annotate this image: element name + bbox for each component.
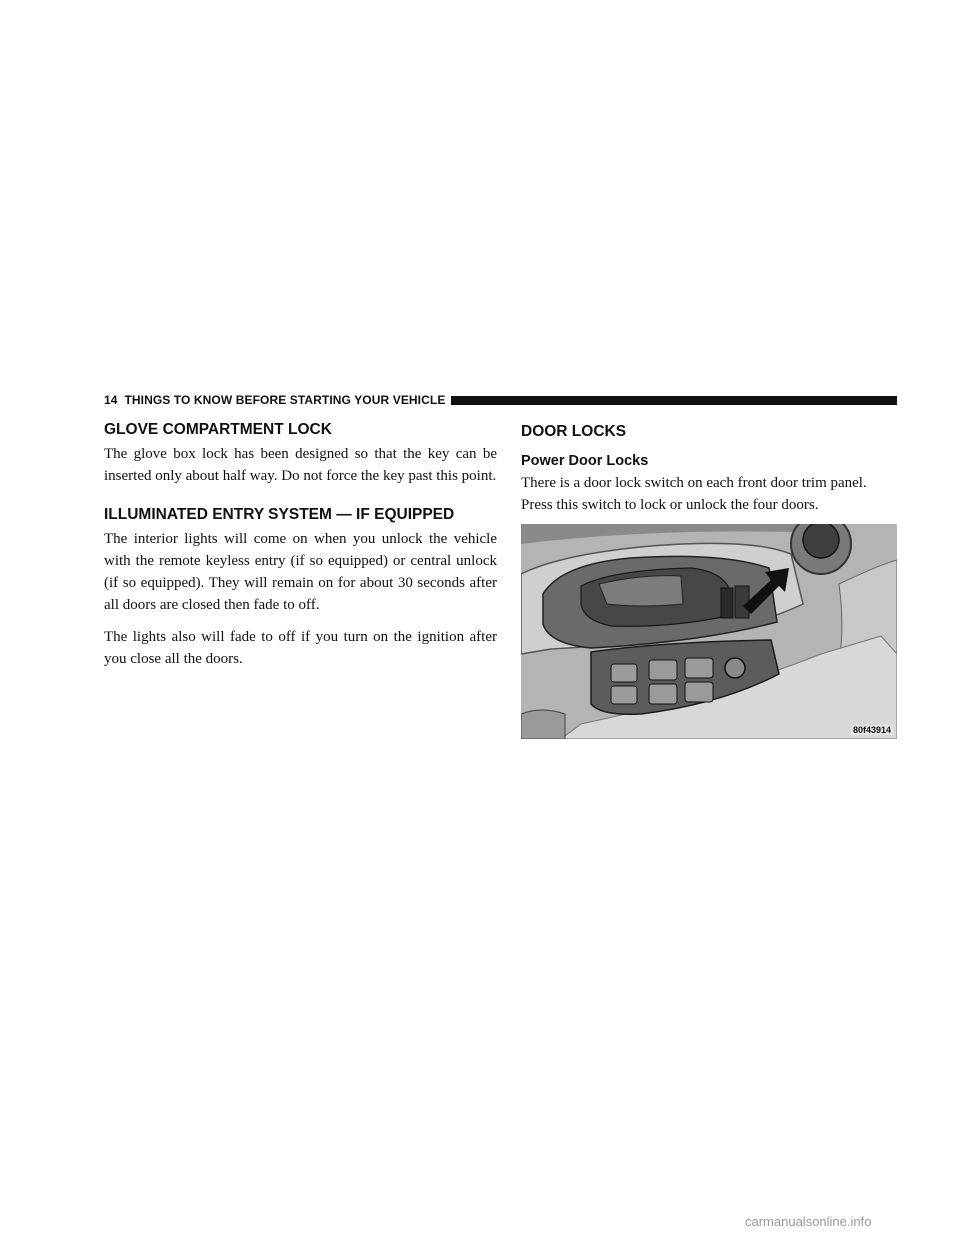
right-column: [521, 420, 901, 739]
glove-compartment-body: The glove box lock has been designed so that the key can be inserted only about half way. Do not force the key past this point.: [104, 446, 497, 484]
figure-label: 80f43914: [852, 725, 891, 735]
watermark: carmanualsonline.info: [745, 1214, 872, 1229]
running-head-rule: [451, 396, 897, 405]
illuminated-entry-heading: ILLUMINATED ENTRY SYSTEM — IF EQUIPPED: [104, 506, 455, 523]
page-number: 14: [104, 393, 118, 407]
door-panel-illustration-icon: [521, 524, 897, 739]
left-column: [104, 420, 497, 670]
glove-compartment-heading: GLOVE COMPARTMENT LOCK: [104, 421, 332, 438]
power-door-locks-subheading: Power Door Locks: [521, 453, 649, 469]
running-title: THINGS TO KNOW BEFORE STARTING YOUR VEHICLE: [124, 393, 446, 407]
running-head-text: [104, 393, 445, 407]
power-door-locks-body: There is a door lock switch on each front door trim panel. Press this switch to lock or unlock the four doors.: [521, 475, 867, 513]
illuminated-entry-body-2: The lights also will fade to off if you turn on the ignition after you close all the doors.: [104, 629, 497, 667]
door-locks-heading: DOOR LOCKS: [521, 423, 627, 440]
illuminated-entry-body-1: The interior lights will come on when you unlock the vehicle with the remote keyless entry (if so equipped) or central unlock (if so equipped). They will remain on for about 30 seconds after all doors are closed then fade to off.: [104, 531, 497, 613]
running-head: [104, 392, 897, 408]
door-panel-figure: [521, 524, 897, 739]
